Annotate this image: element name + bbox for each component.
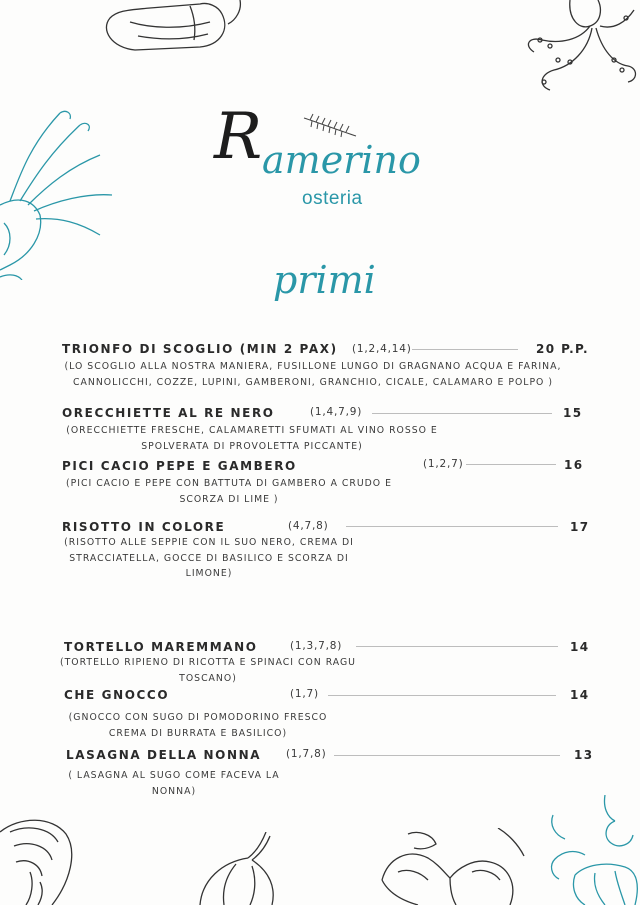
dish-price: 20 P.P. <box>536 342 589 356</box>
price-leader-line <box>346 526 558 527</box>
dish-description: (TORTELLO RIPIENO DI RICOTTA E SPINACI CON RAGU TOSCANO) <box>60 657 356 684</box>
garlic-sketch-icon <box>196 832 278 905</box>
price-leader-line <box>328 695 556 696</box>
price-leader-line <box>334 755 560 756</box>
dish-allergens: (1,7) <box>290 688 319 700</box>
dish-name: TORTELLO MAREMMANO <box>64 640 258 654</box>
dish-price: 17 <box>570 520 590 534</box>
logo-wordmark: amerino <box>262 138 421 182</box>
dish-price: 14 <box>570 640 590 654</box>
price-leader-line <box>412 349 518 350</box>
pepper-sketch-icon <box>90 0 260 56</box>
dish-name: ORECCHIETTE AL RE NERO <box>62 406 275 420</box>
dish-price: 15 <box>563 406 583 420</box>
dish-name: CHE GNOCCO <box>64 688 170 702</box>
dish-description: (ORECCHIETTE FRESCHE, CALAMARETTI SFUMATI AL VINO ROSSO E SPOLVERATA DI PROVOLETTA PICCANTE) <box>66 425 438 452</box>
dish-name: LASAGNA DELLA NONNA <box>66 748 262 762</box>
rosemary-sprig-icon <box>302 112 358 140</box>
dish-allergens: (4,7,8) <box>288 520 329 532</box>
dish-name: PICI CACIO PEPE E GAMBERO <box>62 459 297 473</box>
dish-name: TRIONFO DI SCOGLIO (MIN 2 PAX) <box>62 342 338 356</box>
shrimp-sketch-icon <box>0 812 80 905</box>
price-leader-line <box>356 646 558 647</box>
dish-description: ( LASAGNA AL SUGO COME FACEVA LA NONNA) <box>68 770 280 797</box>
farfalle-sketch-icon <box>378 828 538 905</box>
dish-description: (LO SCOGLIO ALLA NOSTRA MANIERA, FUSILLONE LUNGO DI GRAGNANO ACQUA E FARINA, CANNOLICCHI, COZZE, LUPINI, GAMBERONI, GRANCHIO, CICALE, CALAMARO E POLPO ) <box>64 361 562 388</box>
logo-subtitle: osteria <box>302 188 363 209</box>
dish-price: 13 <box>574 748 594 762</box>
dish-allergens: (1,3,7,8) <box>290 640 343 652</box>
dish-description: (RISOTTO ALLE SEPPIE CON IL SUO NERO, CREMA DI STRACCIATELLA, GOCCE DI BASILICO E SCORZA DI LIMONE) <box>64 537 354 579</box>
crab-sketch-icon <box>545 795 640 905</box>
logo-initial: R <box>214 100 261 174</box>
dish-name: RISOTTO IN COLORE <box>62 520 226 534</box>
dish-allergens: (1,7,8) <box>286 748 327 760</box>
dish-price: 14 <box>570 688 590 702</box>
dish-description: (PICI CACIO E PEPE CON BATTUTA DI GAMBERO A CRUDO E SCORZA DI LIME ) <box>66 478 392 505</box>
price-leader-line <box>466 464 556 465</box>
price-leader-line <box>372 413 552 414</box>
dish-allergens: (1,2,7) <box>423 458 464 470</box>
dish-allergens: (1,2,4,14) <box>352 343 412 355</box>
dish-description: (GNOCCO CON SUGO DI POMODORINO FRESCO CREMA DI BURRATA E BASILICO) <box>68 712 328 739</box>
section-title: primi <box>273 258 376 302</box>
dish-price: 16 <box>564 458 584 472</box>
squid-sketch-icon <box>0 105 120 280</box>
octopus-sketch-icon <box>510 0 640 100</box>
dish-allergens: (1,4,7,9) <box>310 406 363 418</box>
